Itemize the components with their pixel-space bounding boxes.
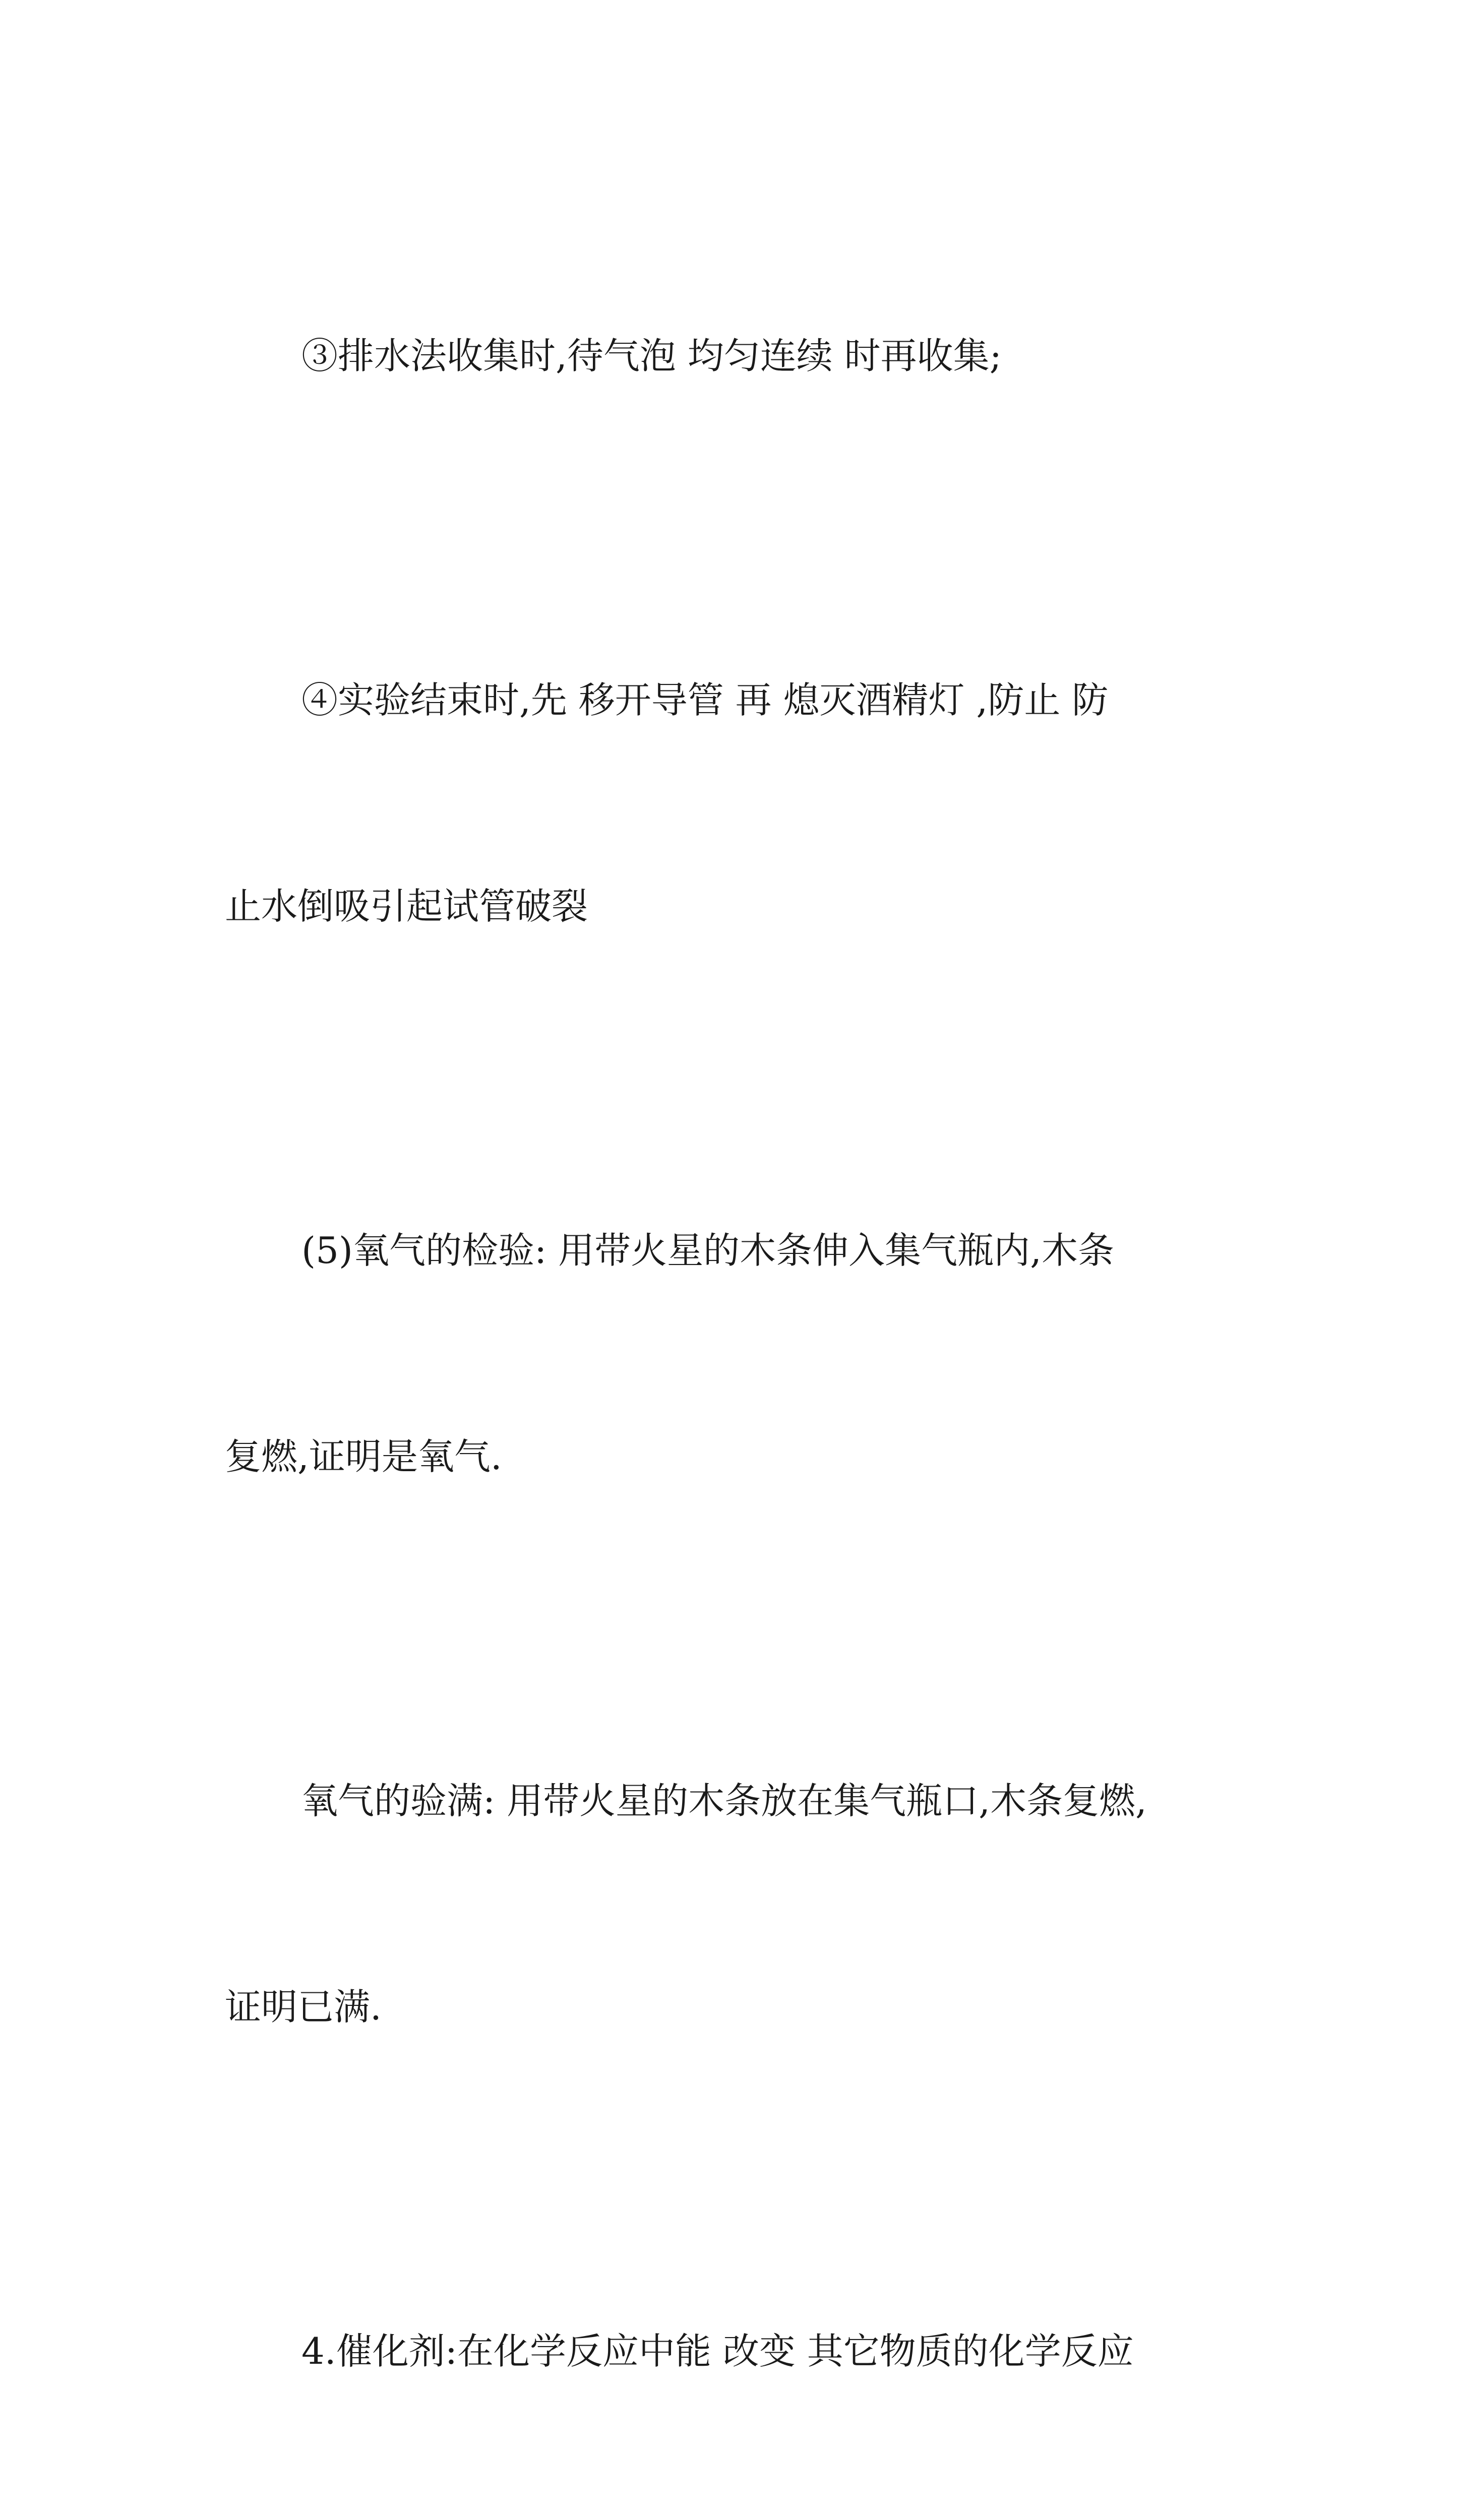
text-line: 证明已满.: [225, 1973, 1253, 2042]
paragraph: [225, 528, 1253, 1079]
paragraph: [225, 1079, 1253, 1629]
text-line: ③排水法收集时,待气泡 均匀连续 时再收集;: [225, 322, 1253, 391]
text-line: ④实验结束时,先 移开导管 再 熄灭酒精灯 ,防止 防: [225, 666, 1253, 735]
text-line: 止水倒吸引起试管破裂: [225, 872, 1253, 941]
paragraph: [225, 184, 1253, 528]
text-line: (5)氧气的检验: 用带火星的木条伸入集气瓶内,木条: [225, 1216, 1253, 1285]
document-body: [225, 184, 1253, 2520]
text-line: 4.催化剂:在化学反应中能 改变 其它物质的化学反应: [225, 2317, 1253, 2386]
paragraph: [225, 2179, 1253, 2520]
text-line: 氧气的验满: 用带火星的木条放在集气瓶口,木条复燃,: [225, 1767, 1253, 1836]
text-line: 复燃,证明是氧气.: [225, 1422, 1253, 1491]
paragraph: [225, 1629, 1253, 2179]
